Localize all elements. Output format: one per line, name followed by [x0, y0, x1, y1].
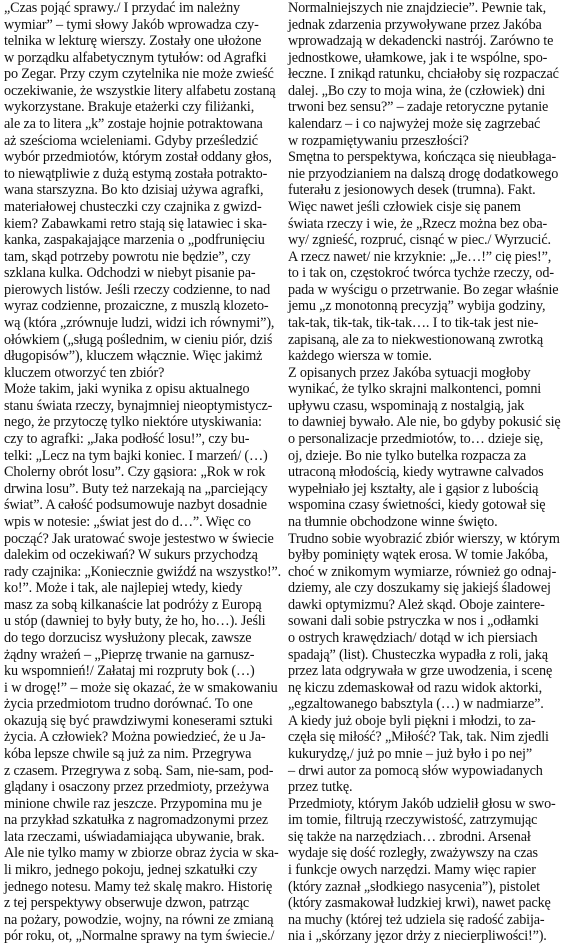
line-text: wykorzystane. Brakuje etażerki czy filiżanki,	[4, 99, 255, 116]
text-line	[288, 414, 565, 431]
text-line	[288, 282, 565, 299]
line-text: szklana kulka. Odchodzi w niebyt pisanie pa-	[4, 265, 256, 282]
line-text: okazują się być prawdziwymi koneserami sztuki	[4, 712, 273, 729]
text-line	[288, 431, 565, 448]
text-line	[4, 249, 281, 266]
text-line	[4, 17, 281, 34]
text-line	[4, 879, 281, 896]
text-line	[4, 464, 281, 481]
text-line	[288, 746, 565, 763]
text-line	[4, 66, 281, 83]
text-line	[4, 348, 281, 365]
line-text: kanka, zaspakajające marzenia o „podfrunięciu	[4, 232, 265, 249]
text-line	[288, 448, 565, 465]
line-text: z czasem. Przegrywa z sobą. Sam, nie-sam, pod-	[4, 762, 274, 779]
line-text: to dawniej bywało. Ale nie, bo gdyby pokusić się	[288, 414, 561, 431]
text-line	[4, 414, 281, 431]
line-text: jemu „z monotonną precyzją” wybija godziny,	[288, 298, 546, 315]
text-line	[4, 829, 281, 846]
line-text: przez lata odgrywała w grze uwodzenia, i scenę	[288, 663, 553, 680]
line-text: częła się miłość? „Miłość? Tak, tak. Nim zjedli	[288, 729, 549, 746]
text-line	[4, 182, 281, 199]
text-line	[4, 613, 281, 630]
text-line	[4, 265, 281, 282]
text-line	[4, 713, 281, 730]
line-text: i w drogę!” – może się okazać, że w smakowaniu	[4, 679, 278, 696]
line-text: wypełniało jej kształty, ale i gąsior z lubością	[288, 480, 539, 497]
line-text: ale za to litera „k” zostaje hojnie potraktowana	[4, 116, 263, 133]
line-text: o ostrych krawędziach/ dotąd w ich piersiach	[288, 629, 538, 646]
line-text: wpis w notesie: „świat jest do d…”. Więc co	[4, 513, 251, 530]
line-text: począć? Jak uratować swoje jestestwo w świecie	[4, 530, 274, 547]
text-line	[4, 845, 281, 862]
text-line	[288, 763, 565, 780]
text-line	[288, 564, 565, 581]
text-line	[288, 862, 565, 879]
text-line	[4, 531, 281, 548]
line-text: długopisów”), kluczem włącznie. Więc jakimż	[4, 348, 263, 365]
text-line	[288, 398, 565, 415]
line-text: wą (która „zrównuje ludzi, widzi ich równymi”),	[4, 314, 275, 331]
text-line	[288, 265, 565, 282]
text-line	[288, 481, 565, 498]
text-line	[288, 812, 565, 829]
line-text: każdego wiersza w tomie.	[288, 348, 432, 365]
text-line	[4, 796, 281, 813]
line-text: telnika w lekturę wierszy. Zostały one ułożone	[4, 33, 262, 50]
line-text: Może takim, jaki wynika z opisu aktualnego	[4, 381, 250, 398]
text-line	[4, 381, 281, 398]
line-text: życia. A człowiek? Można powiedzieć, że u Ja-	[4, 729, 266, 746]
text-line	[4, 812, 281, 829]
text-line	[288, 829, 565, 846]
text-line	[288, 199, 565, 216]
line-text: dalekim od oczekiwań? W sukurs przychodzą	[4, 547, 258, 564]
line-text: jednostkowe, ułamkowe, jak i te wspólne, spo-	[288, 49, 548, 66]
line-text: sowani dali sobie pstryczka w nos i „odłamki	[288, 613, 539, 630]
line-text: nę kiczu zdemaskował od razu widok aktorki,	[288, 679, 542, 696]
line-text: „egzaltowanego babsztyla (…) w nadmiarze”.	[288, 696, 544, 713]
line-text: po Zegar. Przy czym czytelnika nie może zwieść	[4, 66, 274, 83]
text-line	[288, 17, 565, 34]
text-line	[288, 116, 565, 133]
line-text: trwoni bez sensu?” – zadaje retoryczne pytanie	[288, 99, 549, 116]
line-text: – drwi autor za pomocą słów wypowiadanych	[288, 762, 543, 779]
line-text: w porządku alfabetycznym tytułów: od Agrafki	[4, 49, 267, 66]
line-text: wydaje się dość rozległy, zważywszy na czas	[288, 845, 538, 862]
line-text: Normalniejszych nie znajdziecie”. Pewnie tak,	[288, 0, 546, 16]
line-text: pierowych listów. Jeśli rzeczy codzienne, to nad	[4, 281, 271, 298]
text-line	[4, 564, 281, 581]
text-line	[288, 680, 565, 697]
text-line	[288, 696, 565, 713]
text-line	[4, 680, 281, 697]
text-line	[4, 497, 281, 514]
text-line	[288, 663, 565, 680]
text-line	[4, 116, 281, 133]
line-text: wprowadzają w dekadencki nastrój. Zarówno te	[288, 33, 554, 50]
text-line	[4, 365, 281, 382]
line-text: Więc nawet jeśli człowiek cisje się panem	[288, 198, 521, 215]
line-text: wyraz codzienne, prozaiczne, z muszlą klozeto-	[4, 298, 269, 315]
line-text: A kiedy już oboje byli piękni i młodzi, to za-	[288, 712, 536, 729]
text-line	[288, 796, 565, 813]
text-line	[4, 166, 281, 183]
text-line	[4, 862, 281, 879]
line-text: nia i „skórzany jęzor drży z niecierpliwości!”).	[288, 928, 547, 945]
text-line	[288, 348, 565, 365]
line-text: życia przedmiotom trudno dorównać. To one	[4, 696, 253, 713]
text-line	[4, 99, 281, 116]
line-text: lata rzeczami, uświadamiająca ubywanie, brak.	[4, 828, 265, 845]
line-text: się także na narzędziach… zbrodni. Arsenał	[288, 828, 531, 845]
line-text: wybór przedmiotów, którym został oddany głos,	[4, 149, 272, 166]
line-text: ku wspomnień!/ Załataj mi rozpruty bok (…)	[4, 663, 255, 680]
right-column	[288, 0, 565, 945]
text-line	[288, 845, 565, 862]
line-text: i funkcje owych narzędzi. Mamy więc rapier	[288, 862, 536, 879]
text-line	[288, 580, 565, 597]
text-line	[4, 315, 281, 332]
line-text: pór roku, ot, „Normalne sprawy na tym świecie./	[4, 928, 275, 945]
text-line	[4, 779, 281, 796]
text-line	[288, 779, 565, 796]
text-line	[288, 497, 565, 514]
line-text: pada w wyścigu o przetrwanie. Bo zegar właśnie	[288, 281, 559, 298]
line-text: li mikro, jednego pokoju, jednej szkatułki czy	[4, 862, 258, 879]
line-text: z tej perspektywy obserwuje dzwon, patrząc	[4, 895, 250, 912]
line-text: ołówkiem („sługą poślednim, w cieniu piór, dziś	[4, 331, 273, 348]
line-text: tam, skąd potrzeby powrotu nie będzie”, czy	[4, 248, 251, 265]
left-column	[4, 0, 281, 945]
text-line	[288, 133, 565, 150]
line-text: im tomie, filtrują rzeczywistość, zatrzymując	[288, 812, 538, 829]
line-text: Cholerny obrót losu”. Czy gąsiora: „Rok w rok	[4, 464, 266, 481]
line-text: kiem? Zabawkami retro stają się latawiec i ska-	[4, 215, 267, 232]
text-line	[4, 199, 281, 216]
text-line	[4, 696, 281, 713]
line-text: stanu świata rzeczy, bynajmniej nieoptymistycz-	[4, 397, 273, 414]
line-text: wana starszyzna. Bo kto dzisiaj używa agrafki,	[4, 182, 264, 199]
line-text: wy/ zgnieść, rozpruć, cisnąć w piec./ Wyrzucić.	[288, 232, 551, 249]
text-line	[288, 912, 565, 929]
line-text: oj, dzieje. Bo nie tylko butelka rozpacza za	[288, 447, 527, 464]
line-text: kóba lepsze chwile są już za nim. Przegrywa	[4, 746, 252, 763]
text-line	[288, 0, 565, 17]
text-line	[288, 33, 565, 50]
text-line	[288, 879, 565, 896]
line-text: dawki optymizmu? Ależ skąd. Oboje zaintere-	[288, 596, 545, 613]
line-text: Przedmioty, którym Jakób udzielił głosu w swo-	[288, 795, 556, 812]
line-text: futerału z jesionowych desek (trumna). Fakt.	[288, 182, 536, 199]
text-line	[4, 630, 281, 647]
line-text: do tego dorzucisz wysłużony plecak, zawsze	[4, 629, 252, 646]
text-line	[288, 315, 565, 332]
line-text: kluczem otworzyć ten zbiór?	[4, 364, 165, 381]
line-text: o personalizacje przedmiotów, to… dzieje się,	[288, 431, 544, 448]
line-text: spadają” (list). Chusteczka wypadła z roli, jaką	[288, 646, 548, 663]
text-line	[4, 431, 281, 448]
text-line	[4, 912, 281, 929]
text-line	[4, 298, 281, 315]
text-line	[4, 33, 281, 50]
line-text: „Czas pojąć sprawy./ I przydać im należny	[4, 0, 240, 16]
text-line	[4, 514, 281, 531]
line-text: tak-tak, tik-tak, tik-tak…. I to tik-tak jest nie-	[288, 314, 539, 331]
line-text: utraconą młodością, kiedy wytrawne calvados	[288, 464, 544, 481]
text-line	[4, 282, 281, 299]
text-line	[288, 647, 565, 664]
line-text: wspomina czasy świetności, kiedy gotował się	[288, 497, 546, 514]
line-text: upływu czasu, wspominają z nostalgią, jak	[288, 397, 525, 414]
line-text: łeczne. I znikąd ratunku, chciałoby się rozpaczać	[288, 66, 559, 83]
text-line	[288, 895, 565, 912]
text-line	[288, 50, 565, 67]
line-text: nie przyodzianiem na dalszą drogę dodatkowego	[288, 165, 559, 182]
line-text: jednego notesu. Mamy też skalę makro. Historię	[4, 878, 273, 895]
line-text: materiałowej chusteczki czy czajnika z gwizd-	[4, 198, 262, 215]
line-text: Z opisanych przez Jakóba sytuacji mogłoby	[288, 364, 531, 381]
text-line	[4, 663, 281, 680]
line-text: wymiar” – tymi słowy Jakób wprowadza czy-	[4, 16, 259, 33]
line-text: zapisaną, ale za to niekwestionowaną zwrotką	[288, 331, 543, 348]
line-text: u stóp (dawniej to były buty, że ho, ho…). Jeśli	[4, 613, 266, 630]
text-line	[4, 0, 281, 17]
line-text: jednak zdarzenia przywoływane przez Jakóba	[288, 16, 542, 33]
text-line	[288, 613, 565, 630]
text-line	[288, 531, 565, 548]
line-text: A rzecz nawet/ nie krzyknie: „Je…!” cię pies!”,	[288, 248, 552, 265]
line-text: byłby pominięty wątek erosa. W tomie Jakóba,	[288, 547, 549, 564]
text-line	[4, 746, 281, 763]
text-line	[288, 365, 565, 382]
text-line	[4, 647, 281, 664]
line-text: to i tak on, częstokroć twórca tychże rzeczy, od-	[288, 265, 554, 282]
line-text: oczekiwanie, że wszystkie litery alfabetu zostaną	[4, 82, 276, 99]
line-text: aż sześcioma wcieleniami. Gdyby prześledzić	[4, 132, 258, 149]
text-line	[4, 448, 281, 465]
text-line	[288, 381, 565, 398]
line-text: kalendarz – i co najwyżej może się zagrzebać	[288, 116, 541, 133]
line-text: nego, że przytoczę tylko niektóre utyskiwania:	[4, 414, 262, 431]
text-line	[288, 232, 565, 249]
line-text: świata rzeczy i wie, że „Rzecz można bez oba-	[288, 215, 548, 232]
line-text: wynikać, że tylko skrajni malkontenci, pomni	[288, 381, 542, 398]
line-text: czy to agrafki: „Jaka podłość losu!”, czy bu-	[4, 431, 250, 448]
line-text: drwina losu”. Buty też narzekają na „parciejący	[4, 480, 268, 497]
line-text: ko!”. Może i tak, ale najlepiej wtedy, kiedy	[4, 580, 243, 597]
line-text: dalej. „Bo czy to moja wina, że (człowiek) dni	[288, 82, 546, 99]
line-text: Trudno sobie wyobrazić zbiór wierszy, w którym	[288, 530, 560, 547]
line-text: Ale nie tylko mamy w zbiorze obraz życia w ska-	[4, 845, 279, 862]
line-text: glądany i osaczony przez przedmioty, przeżywa	[4, 779, 269, 796]
line-text: minione chwile raz jeszcze. Przypomina mu je	[4, 795, 262, 812]
line-text: (który zaznał „słodkiego nasycenia”), pistolet	[288, 878, 540, 895]
line-text: żądny wrażeń – „Pieprzę trwanie na garnusz-	[4, 646, 255, 663]
text-line	[288, 630, 565, 647]
text-line	[288, 149, 565, 166]
line-text: (który zasmakował ludzkiej krwi), nawet packę	[288, 895, 551, 912]
text-line	[288, 216, 565, 233]
text-line	[288, 166, 565, 183]
text-line	[288, 249, 565, 266]
text-line	[4, 547, 281, 564]
text-line	[288, 83, 565, 100]
text-line	[4, 232, 281, 249]
text-line	[4, 332, 281, 349]
text-line	[4, 83, 281, 100]
line-text: w rozpamiętywaniu przeszłości?	[288, 132, 469, 149]
text-line	[4, 133, 281, 150]
text-line	[288, 514, 565, 531]
text-line	[4, 398, 281, 415]
text-line	[288, 464, 565, 481]
line-text: telki: „Lecz na tym bajki koniec. I marzeń/ (…)	[4, 447, 268, 464]
text-line	[288, 729, 565, 746]
line-text: kukurydzę,/ już po mnie – już było i po nej”	[288, 746, 532, 763]
line-text: choć w znikomym wymiarze, również go odnaj-	[288, 563, 557, 580]
text-line	[4, 50, 281, 67]
text-line	[288, 597, 565, 614]
text-line	[4, 216, 281, 233]
text-line	[288, 547, 565, 564]
text-line	[288, 332, 565, 349]
line-text: Smętna to perspektywa, kończąca się nieubłaga-	[288, 149, 557, 166]
text-line	[288, 298, 565, 315]
line-text: na muchy (której też udziela się radość zabija-	[288, 911, 545, 928]
text-line	[288, 928, 565, 945]
text-line	[4, 597, 281, 614]
line-text: na tłumnie obchodzone winne święto.	[288, 513, 498, 530]
text-line	[288, 66, 565, 83]
text-line	[4, 481, 281, 498]
line-text: na pożary, powodzie, wojny, na równi ze zmianą	[4, 911, 274, 928]
text-line	[288, 713, 565, 730]
line-text: dziemy, ale czy doszukamy się jakiejś śladowej	[288, 580, 551, 597]
text-line	[4, 580, 281, 597]
line-text: na przykład szkatułka z nagromadzonymi przez	[4, 812, 269, 829]
line-text: to niewątpliwie z dużą estymą została potrakto-	[4, 165, 268, 182]
text-line	[288, 182, 565, 199]
text-line	[4, 928, 281, 945]
text-line	[4, 895, 281, 912]
text-line	[4, 763, 281, 780]
text-line	[4, 729, 281, 746]
line-text: świat”. A całość podsumowuje nazbyt dosadnie	[4, 497, 267, 514]
line-text: rady czajnika: „Koniecznie gwiźdź na wszystko!”.	[4, 563, 282, 580]
text-line	[4, 149, 281, 166]
line-text: masz za sobą kilkanaście lat podróży z Europą	[4, 596, 262, 613]
text-line	[288, 99, 565, 116]
line-text: przez tutkę.	[288, 779, 353, 796]
